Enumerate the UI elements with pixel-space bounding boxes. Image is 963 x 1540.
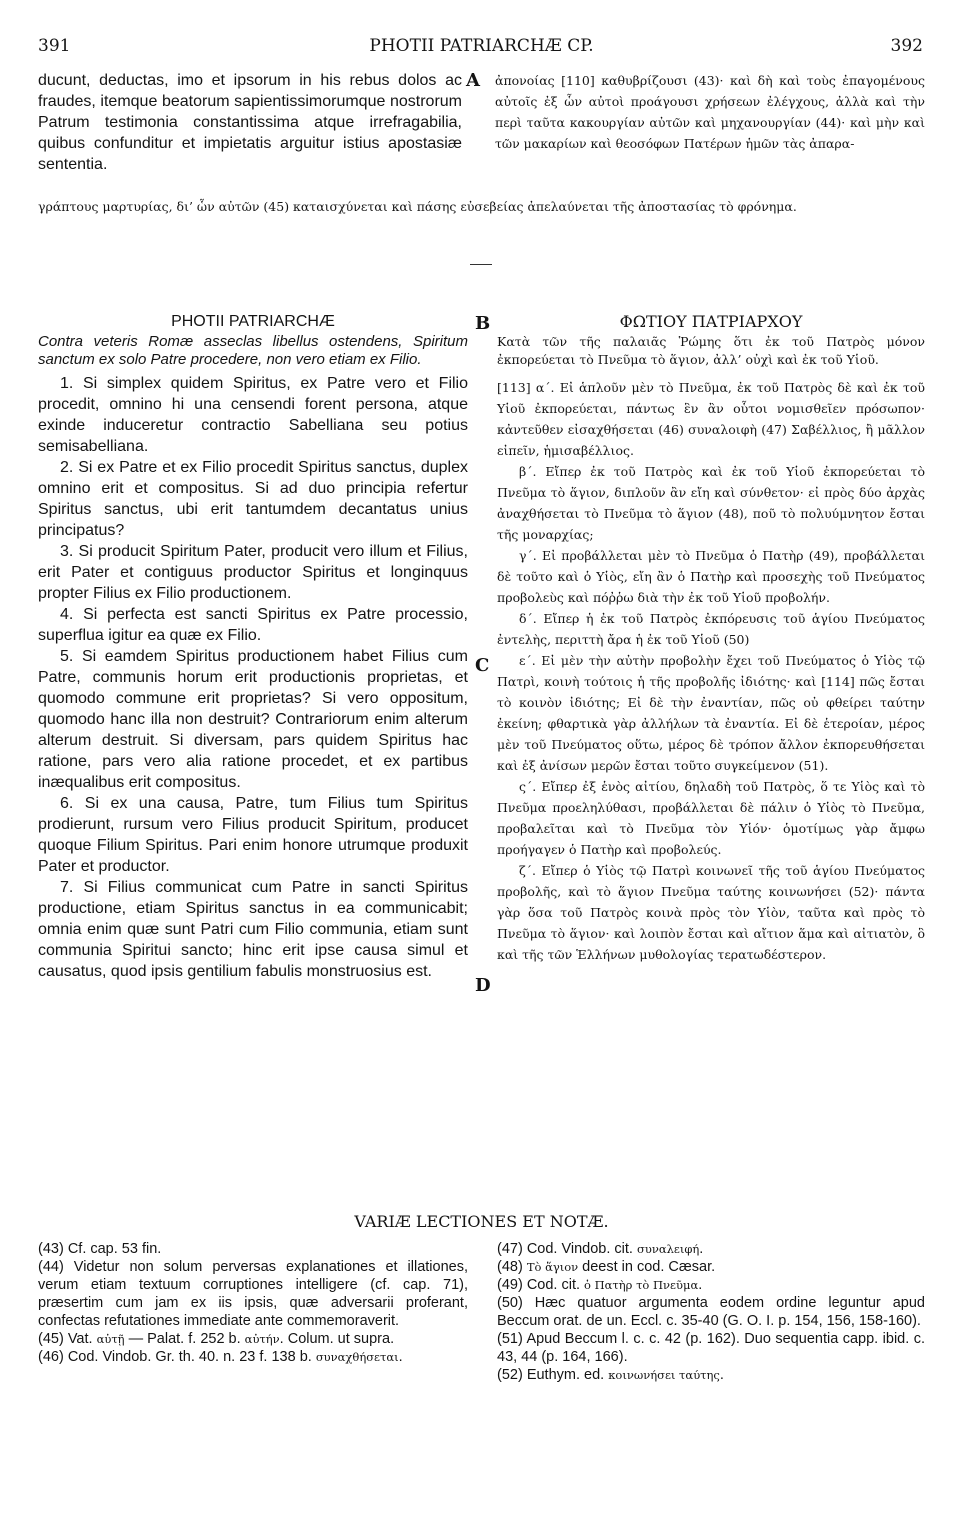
latin-paragraph-5: 5. Si eamdem Spiritus productionem habet Filius cum Patre, communis horum erit productionis proprietas, et quomodo commune erit proprietas? Si vero oppositum, quomodo hanc illa non destruit? Contrariorum enim alterum alterum destruit. Si diversam, pars quidem Spiritus hac ratione, pars vero alia ratione procedet, et ex partibus inæqualibus erit compositus. xyxy=(38,648,468,791)
note-43: (43) Cf. cap. 53 fin. xyxy=(38,1241,162,1257)
greek-paragraph-6: ς΄. Εἴπερ ἐξ ἑνὸς αἰτίου, δηλαδὴ τοῦ Πατρὸς, ὅ τε Υἱὸς καὶ τὸ Πνεῦμα προεληλύθασι, προβάλλεται δὲ πάλιν ὁ Υἱὸς τὸ Πνεῦμα, προβαλεῖται καὶ τὸ Πνεῦμα τὸν Υἱόν· ὁμοτίμως γὰρ ἄμφω προήγαγεν ὁ Πατὴρ καὶ προβολεύς. xyxy=(497,779,925,857)
note-51: (51) Apud Beccum l. c. c. 42 (p. 162). Duo sequentia capp. ibid. c. 43, 44 (p. 164, 166). xyxy=(497,1331,925,1365)
greek-paragraph-4: δ΄. Εἴπερ ἡ ἐκ τοῦ Πατρὸς ἐκπόρευσις τοῦ ἁγίου Πνεύματος ἐντελὴς, περιττὴ ἄρα ἡ ἐκ τοῦ Υἱοῦ (50) xyxy=(497,611,925,647)
note-52: (52) Euthym. ed. κοινωνήσει ταύτης. xyxy=(497,1367,724,1383)
latin-paragraph-2: 2. Si ex Patre et ex Filio procedit Spiritus sanctus, duplex omnino erit et compositus. Si ad duo principia refertur Spiritus sanctus, ubi erit tantumdem decantatus unius principatus? xyxy=(38,459,468,539)
top-greek-column: ἀπονοίας [110] καθυβρίζουσι (43)· καὶ δὴ καὶ τοὺς ἐπαγομένους αὐτοῖς ἐξ ὧν αὐτοὶ προάγουσι χρήσεων ἐλέγχους, ἀλλὰ καὶ τὴν περὶ ταῦτα κακουργίαν αὐτῶν καὶ μηχανουργίαν (44)· καὶ μὴν καὶ τῶν μακαρίων καὶ θεοσόφων Πατέρων ἡμῶν τὰς ἀπαρα- xyxy=(495,73,925,151)
notes-left-column xyxy=(38,1240,468,1366)
greek-paragraph-3: γ΄. Εἰ προβάλλεται μὲν τὸ Πνεῦμα ὁ Πατὴρ (49), προβάλλεται δὲ τοῦτο καὶ ὁ Υἱὸς, εἴη ἂν ὁ Πατὴρ καὶ προσεχὴς τοῦ Πνεύματος προβολεὺς καὶ πόῤῥω διὰ τὴν ἐκ τοῦ Υἱοῦ προβολήν. xyxy=(497,548,925,605)
greek-paragraph-2: β΄. Εἴπερ ἐκ τοῦ Πατρὸς καὶ ἐκ τοῦ Υἱοῦ ἐκπορεύεται τὸ Πνεῦμα τὸ ἅγιον, διπλοῦν ἂν εἴη καὶ σύνθετον· εἰ πρὸς δύο ἀρχὰς ἀναχθήσεται τὸ Πνεῦμα τὸ ἅγιον (48), ποῦ τὸ πολυύμνητον ἔσται τῆς μοναρχίας; xyxy=(497,464,925,542)
note-50: (50) Hæc quatuor argumenta eodem ordine leguntur apud Beccum orat. de un. Eccl. c. 35-40 (G. O. I. p. 154, 156, 158-160). xyxy=(497,1295,925,1329)
right-page-number: 392 xyxy=(890,36,923,56)
note-44: (44) Videtur non solum perversas explanationes et illationes, verum etiam textuum corruptiones intelligere (cf. cap. 71), præsertim cum jam ex iis ipsis, quæ adversarii proferant, confectas refutationes immediate ante commemoraverit. xyxy=(38,1259,468,1329)
notes-right-column xyxy=(497,1240,925,1384)
left-page-number: 391 xyxy=(38,36,71,56)
note-48: (48) Τὸ ἅγιον deest in cod. Cæsar. xyxy=(497,1259,716,1275)
latin-paragraph-1: 1. Si simplex quidem Spiritus, ex Patre vero et Filio procedit, omnino hi una censendi forent persona, atque exinde induceretur contractio Sabelliana seu potius semisabelliana. xyxy=(38,375,468,455)
greek-paragraph-7: ζ΄. Εἴπερ ὁ Υἱὸς τῷ Πατρὶ κοινωνεῖ τῆς τοῦ ἁγίου Πνεύματος προβολῆς, καὶ τὸ ἅγιον Πνεῦμα ταύτης κοινωνήσει (52)· πάντα γὰρ ὅσα τοῦ Πατρὸς κοινὰ πρὸς τὸν Υἱὸν, ταῦτα καὶ πρὸς τὸ Πνεῦμα τὸ ἅγιον· καὶ λοιπὸν ἔσται καὶ αἴτιον ἅμα καὶ αἰτιατὸν, ὃ καὶ τῆς τῶν Ἑλλήνων μυθολογίας τερατωδέστερον. xyxy=(497,863,925,962)
greek-paragraph-1: [113] α΄. Εἰ ἁπλοῦν μὲν τὸ Πνεῦμα, ἐκ τοῦ Πατρὸς δὲ καὶ ἐκ τοῦ Υἱοῦ ἐκπορεύεται, πάντως ἓν ἂν οὗτοι νομισθεῖεν πρόσωπον· κἀντεῦθεν εἰσαχθήσεται (46) συναλοιφὴ (47) Σαβέλλιος, ἢ μᾶλλον εἰπεῖν, ἡμισαβέλλιος. xyxy=(497,380,925,458)
margin-label-a: A xyxy=(466,70,480,91)
note-47: (47) Cod. Vindob. cit. συναλειφή. xyxy=(497,1241,704,1257)
note-49: (49) Cod. cit. ὁ Πατὴρ τὸ Πνεῦμα. xyxy=(497,1277,703,1293)
latin-paragraph-6: 6. Si ex una causa, Patre, tum Filius tum Spiritus prodierunt, rursum vero Filius producit Spiritum, producet quoque Filium Spiritus. Pari enim honore utrumque produxit Pater et productor. xyxy=(38,795,468,875)
running-title: PHOTII PATRIARCHÆ CP. xyxy=(369,36,594,56)
note-45: (45) Vat. αὐτῇ — Palat. f. 252 b. αὐτήν. Colum. ut supra. xyxy=(38,1331,395,1347)
greek-title: ΦΩΤΙΟΥ ΠΑΤΡΙΑΡΧΟΥ xyxy=(619,312,803,331)
notes-heading: VARIÆ LECTIONES ET NOTÆ. xyxy=(354,1212,609,1231)
greek-column xyxy=(497,312,925,965)
top-latin-text: ducunt, deductas, imo et ipsorum in his rebus dolos ac fraudes, itemque beatorum sapientissimorumque nostrorum Patrum testimonia constantissima atque irrefragabilia, quibus confunditur et impietatis arguitur istius apostasiæ sententia. xyxy=(38,72,462,173)
latin-paragraph-7: 7. Si Filius communicat cum Patre in sancti Spiritus productione, etiam Spiritus sanctus in ea communicabit; omnia enim quæ sunt Patri cum Filio communia, etiam sunt communia Spiritui sancto; hinc erit ipse causa simul et causatus, quod ipsis gentilium fabulis monstruosius est. xyxy=(38,879,468,980)
greek-subtitle: Κατὰ τῶν τῆς παλαιᾶς Ῥώμης ὅτι ἐκ τοῦ Πατρὸς μόνον ἐκπορεύεται τὸ Πνεῦμα τὸ ἅγιον, ἀλλ’ οὐχὶ καὶ ἐκ τοῦ Υἱοῦ. xyxy=(497,334,925,367)
latin-subtitle: Contra veteris Romæ asseclas libellus ostendens, Spiritum sanctum ex solo Patre procedere, non vero etiam ex Filio. xyxy=(38,333,468,368)
latin-paragraph-4: 4. Si perfecta est sancti Spiritus ex Patre processio, superflua igitur ea quæ ex Filio. xyxy=(38,606,468,644)
greek-paragraph-5: ε΄. Εἰ μὲν τὴν αὐτὴν προβολὴν ἔχει τοῦ Πνεύματος ὁ Υἱὸς τῷ Πατρὶ, κοινὴ τούτοις ἡ τῆς προβολῆς ἰδιότης· καὶ [114] πῶς ἔσται τὸ κοινὸν ἰδιότης; Εἰ δὲ τὴν ἐναντίαν, πῶς οὐ φθείρει ταύτην ἐκείνη; φθαρτικὰ γὰρ ἀλλήλων τὰ ἐναντία. Εἰ δὲ ἑτεροίαν, μέρος μὲν τοῦ Πνεύματος οὕτω, μέρος δὲ τρόπον ἄλλον ἐκπορευθήσεται καὶ ἐξ ἀνίσων μερῶν ἔσται τοῦτο συγκείμενον (51). xyxy=(497,653,925,773)
margin-label-b: B xyxy=(475,313,491,334)
margin-label-c: C xyxy=(475,655,490,676)
latin-title: PHOTII PATRIARCHÆ xyxy=(171,313,335,330)
top-greek-fullwidth: γράπτους μαρτυρίας, δι’ ὧν αὐτῶν (45) καταισχύνεται καὶ πάσης εὐσεβείας ἀπελαύνεται τῆς ἀποστασίας τὸ φρόνημα. xyxy=(38,199,797,214)
latin-column xyxy=(38,312,468,982)
latin-paragraph-3: 3. Si producit Spiritum Pater, producit vero illum et Filius, erit Pater et contiguus productor Spiritus et longinquus propter Filius ex Filio productionem. xyxy=(38,543,468,602)
note-46: (46) Cod. Vindob. Gr. th. 40. n. 23 f. 138 b. συναχθήσεται. xyxy=(38,1349,403,1365)
section-divider xyxy=(470,264,492,265)
margin-label-d: D xyxy=(475,975,491,996)
